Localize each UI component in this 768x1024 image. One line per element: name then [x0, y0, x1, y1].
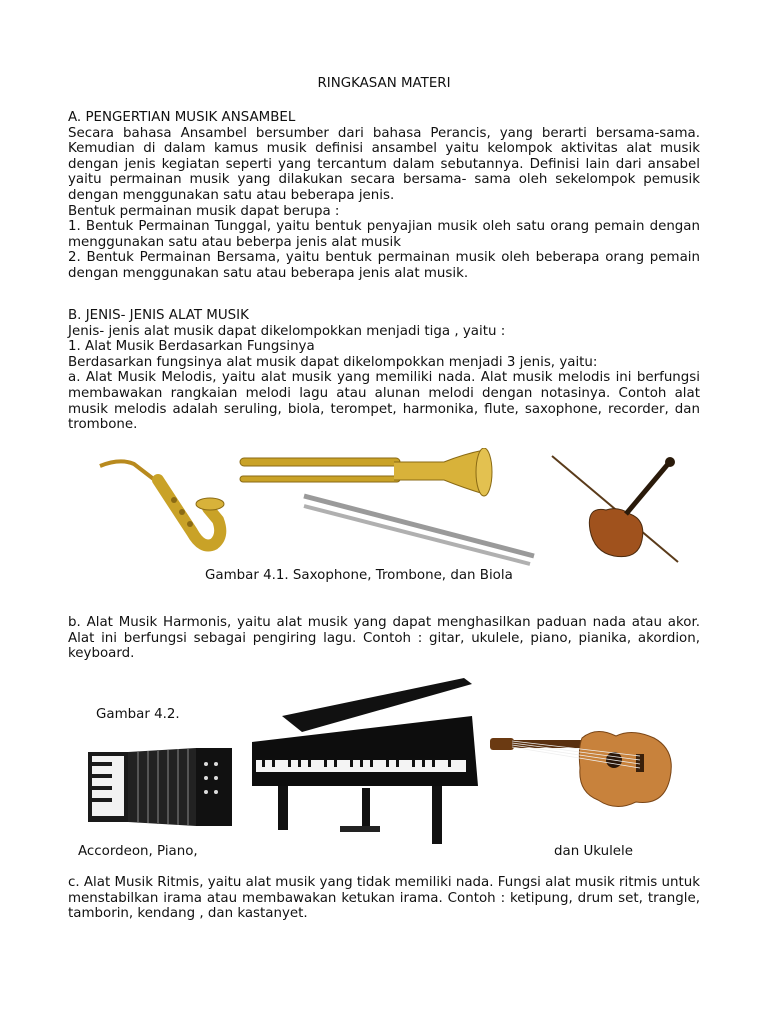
figure-2-label: Gambar 4.2. — [96, 707, 180, 722]
section-b — [68, 308, 700, 433]
page-title: RINGKASAN MATERI — [317, 76, 451, 91]
ritmis-paragraph: c. Alat Musik Ritmis, yaitu alat musik yang tidak memiliki nada. Fungsi alat musik ritmis untuk menstabilkan irama atau membawakan ketukan irama. Contoh : ketipung, drum set, trangle, tamborin, kendang , dan kastanyet. — [68, 875, 700, 922]
section-a-paragraph: Secara bahasa Ansambel bersumber dari bahasa Perancis, yang berarti bersama-sama. Kemudian di dalam kamus musik definisi ansambel yaitu kelompok aktivitas alat musik dengan jenis kegiatan seperti yang tercantum dalam sebutannya. Definisi lain dari ansabel yaitu permainan musik yang dilakukan secara bersama- sama oleh sekelompok pemusik dengan menggunakan satu atau beberapa jenis. — [68, 125, 700, 203]
harmonis-paragraph: b. Alat Musik Harmonis, yaitu alat musik yang dapat menghasilkan paduan nada atau akor. Alat ini berfungsi sebagai pengiring lagu. Contoh : gitar, ukulele, piano, pianika, akordion, keyboard. — [68, 615, 700, 662]
violin-image — [546, 450, 682, 568]
piano-image — [242, 676, 486, 856]
ukulele-image — [486, 716, 682, 826]
trombone-image — [234, 448, 544, 570]
forms-intro: Bentuk permainan musik dapat berupa : — [68, 203, 340, 219]
subsection-1-intro: Berdasarkan fungsinya alat musik dapat dikelompokkan menjadi 3 jenis, yaitu: — [68, 354, 598, 370]
form-2: 2. Bentuk Permainan Bersama, yaitu bentuk permainan musik oleh beberapa orang pemain dengan menggunakan satu atau beberapa jenis alat musik. — [68, 250, 700, 281]
form-1: 1. Bentuk Permainan Tunggal, yaitu bentuk penyajian musik oleh satu orang pemain dengan menggunakan satu atau beberpa jenis alat musik — [68, 219, 700, 250]
figure-1-caption: Gambar 4.1. Saxophone, Trombone, dan Biola — [205, 568, 513, 583]
section-b-heading: B. JENIS- JENIS ALAT MUSIK — [68, 308, 249, 323]
section-b-intro: Jenis- jenis alat musik dapat dikelompokkan menjadi tiga , yaitu : — [68, 323, 506, 339]
figure-2-caption-left: Accordeon, Piano, — [78, 844, 198, 859]
saxophone-image — [90, 450, 230, 565]
section-a-heading: A. PENGERTIAN MUSIK ANSAMBEL — [68, 110, 296, 125]
section-a — [68, 110, 700, 282]
figure-1 — [84, 448, 684, 570]
subsection-1-heading: 1. Alat Musik Berdasarkan Fungsinya — [68, 339, 315, 355]
melodis-paragraph: a. Alat Musik Melodis, yaitu alat musik yang memiliki nada. Alat musik melodis ini berfungsi membawakan rangkaian melodi lagu atau alunan melodi dengan notasinya. Contoh alat musik melodis adalah seruling, biola, terompet, harmonika, flute, saxophone, recorder, dan trombone. — [68, 370, 700, 433]
figure-2-caption-right: dan Ukulele — [554, 844, 633, 859]
accordion-image — [84, 744, 236, 830]
